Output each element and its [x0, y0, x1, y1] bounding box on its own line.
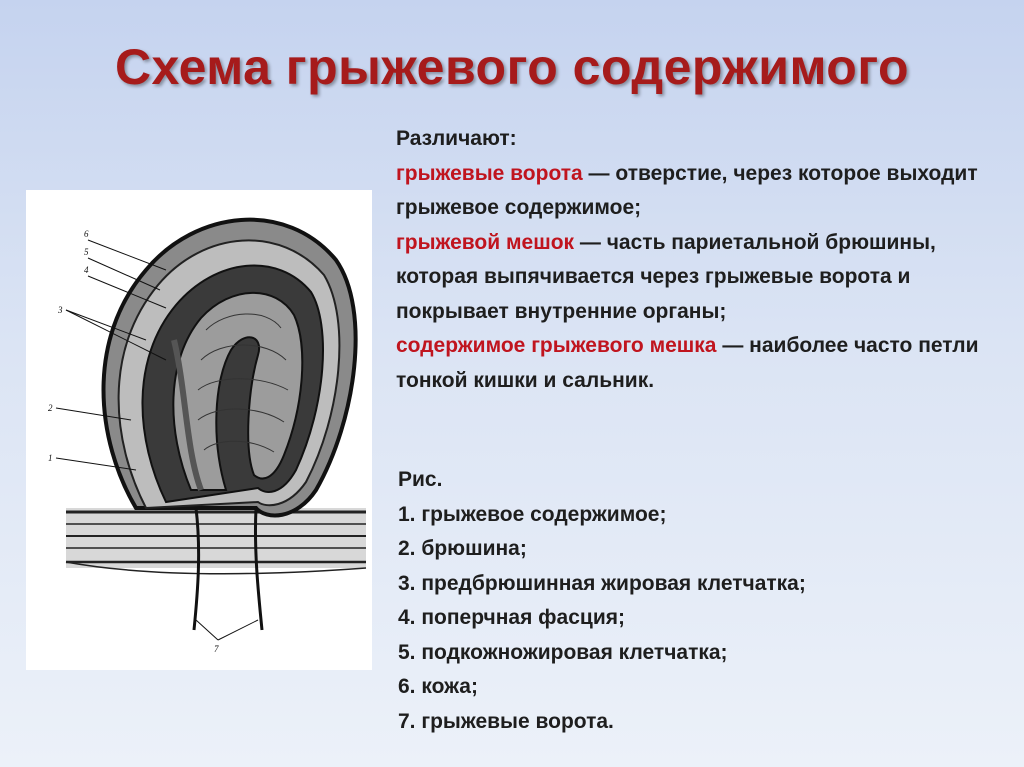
tissue-layers: [66, 508, 366, 574]
term-hernia-sac: грыжевой мешок: [396, 230, 575, 254]
definition-hernia-gates: — отверстие, через которое выходит грыжевое содержимое;: [396, 161, 978, 219]
legend-item: 1. грыжевое содержимое;: [398, 502, 667, 526]
legend-item: 3. предбрюшинная жировая клетчатка;: [398, 571, 806, 595]
description-item: [396, 157, 1008, 226]
description-item: [396, 226, 1008, 330]
figure-label-7: 7: [214, 644, 219, 654]
figure-label-1: 1: [48, 453, 53, 463]
term-hernia-gates: грыжевые ворота: [396, 161, 583, 185]
description-intro: Различают:: [396, 127, 517, 150]
hernia-diagram: [26, 190, 372, 670]
figure-label-4: 4: [84, 265, 89, 275]
legend-item: 7. грыжевые ворота.: [398, 709, 614, 733]
legend-item: 5. подкожножировая клетчатка;: [398, 640, 728, 664]
legend-heading: Рис.: [398, 468, 443, 491]
description-item: [396, 329, 1008, 398]
legend-item: 4. поперчная фасция;: [398, 606, 625, 629]
figure-label-2: 2: [48, 403, 53, 413]
figure-label-3: 3: [58, 305, 63, 315]
figure-label-5: 5: [84, 247, 89, 257]
term-sac-contents: содержимое грыжевого мешка: [396, 334, 717, 357]
legend-item: 2. брюшина;: [398, 537, 527, 560]
legend-item: 6. кожа;: [398, 675, 478, 698]
definition-hernia-sac: — часть париетальной брюшины, которая выпячивается через грыжевые ворота и покрывает внутренние органы;: [396, 230, 936, 323]
description-block: [396, 122, 1008, 398]
figure-legend: [398, 463, 998, 739]
definition-sac-contents: — наиболее часто петли тонкой кишки и сальник.: [396, 334, 979, 392]
figure-label-6: 6: [84, 229, 89, 239]
hernia-illustration: [26, 190, 372, 670]
page-title: Схема грыжевого содержимого: [114, 39, 910, 95]
